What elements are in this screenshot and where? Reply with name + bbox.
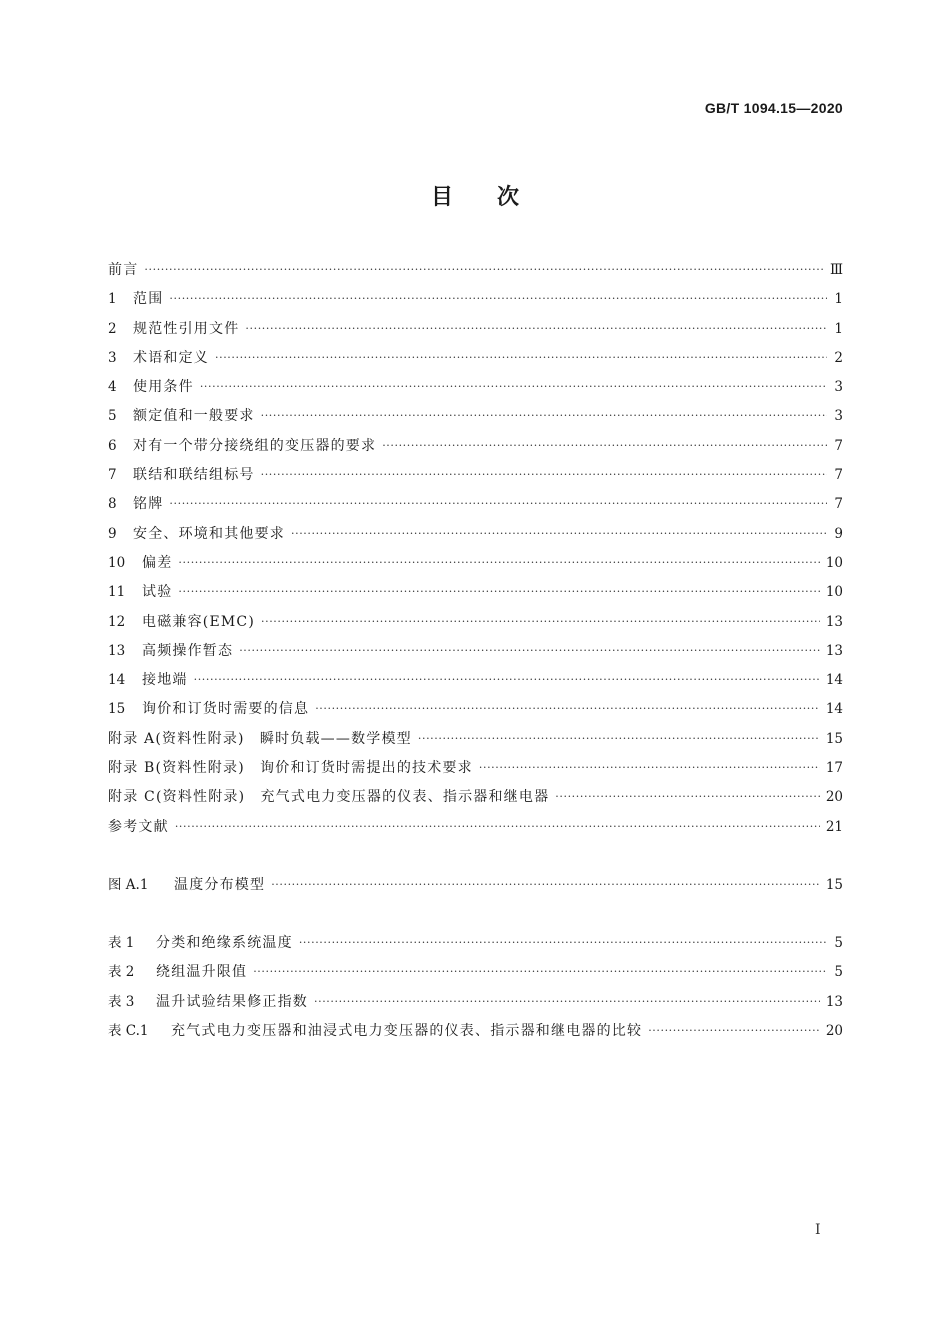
toc-entry-number: 8 — [108, 496, 117, 513]
toc-leader-dots — [178, 577, 819, 606]
toc-entry-label: 对有一个带分接绕组的变压器的要求 — [133, 437, 377, 454]
figure-entry-page: 15 — [825, 877, 843, 893]
toc-entry-number: 12 — [108, 613, 126, 630]
table-entry-label: 绕组温升限值 — [156, 964, 248, 981]
table-entry-page: 5 — [834, 964, 843, 981]
toc-entry-label: 规范性引用文件 — [133, 320, 240, 337]
toc-entry-label: 联结和联结组标号 — [133, 467, 255, 484]
toc-entry-label: 附录 A(资料性附录) 瞬时负载——数学模型 — [108, 730, 412, 747]
toc-entry-number: 4 — [108, 379, 117, 396]
toc-entry-page: 1 — [834, 291, 843, 308]
table-list — [108, 929, 843, 1046]
page-title: 目次 — [430, 185, 563, 210]
table-entry[interactable] — [108, 929, 843, 958]
toc-entry-number: 2 — [108, 320, 117, 337]
toc-entry-page: 21 — [825, 818, 843, 835]
toc-entry-label: 使用条件 — [133, 379, 194, 396]
toc-leader-dots — [315, 694, 820, 723]
figure-entry-number: 图 A.1 — [108, 877, 149, 893]
toc-leader-dots — [261, 607, 820, 636]
toc-entry-page: 14 — [825, 672, 843, 689]
toc-leader-dots — [261, 401, 827, 430]
table-entry-page: 13 — [825, 993, 843, 1010]
toc-entry-page: Ⅲ — [829, 262, 843, 278]
toc-leader-dots — [271, 870, 820, 899]
toc-list — [108, 256, 843, 842]
toc-entry-label: 偏差 — [142, 554, 173, 571]
table-entry-number: 表 C.1 — [108, 1022, 149, 1039]
toc-leader-dots — [200, 372, 827, 401]
toc-entry[interactable] — [108, 432, 843, 461]
toc-entry-page: 1 — [834, 320, 843, 337]
toc-entry-label: 术语和定义 — [133, 349, 209, 366]
toc-leader-dots — [261, 460, 827, 489]
toc-entry[interactable] — [108, 637, 843, 666]
toc-leader-dots — [648, 1016, 820, 1045]
toc-leader-dots — [194, 665, 820, 694]
table-entry-label: 温升试验结果修正指数 — [156, 993, 308, 1010]
toc-entry-label: 附录 B(资料性附录) 询价和订货时需提出的技术要求 — [108, 760, 473, 777]
toc-entry-page: 7 — [834, 437, 843, 454]
toc-entry-label: 接地端 — [142, 672, 188, 689]
toc-entry-label: 高频操作暂态 — [142, 642, 234, 659]
toc-entry-number: 15 — [108, 701, 126, 718]
toc-entry-number: 9 — [108, 525, 117, 542]
page-number: I — [815, 1222, 821, 1238]
figure-list — [108, 871, 843, 900]
toc-leader-dots — [245, 314, 827, 343]
toc-entry-label: 附录 C(资料性附录) 充气式电力变压器的仪表、指示器和继电器 — [108, 789, 550, 806]
toc-entry[interactable] — [108, 461, 843, 490]
toc-entry-page: 17 — [825, 760, 843, 777]
table-entry-number: 表 1 — [108, 935, 135, 951]
toc-entry-label: 前言 — [108, 262, 139, 278]
toc-entry-appendix-c[interactable] — [108, 783, 843, 812]
toc-leader-dots — [144, 255, 824, 284]
toc-entry[interactable] — [108, 666, 843, 695]
table-entry-label: 分类和绝缘系统温度 — [156, 935, 293, 951]
toc-entry-number: 14 — [108, 672, 126, 689]
toc-entry-page: 7 — [834, 467, 843, 484]
standard-code: GB/T 1094.15—2020 — [704, 100, 843, 116]
toc-entry-label: 范围 — [133, 291, 164, 308]
toc-entry-appendix-b[interactable] — [108, 754, 843, 783]
figure-entry[interactable] — [108, 871, 843, 900]
table-entry-page: 20 — [825, 1022, 843, 1039]
toc-entry[interactable] — [108, 608, 843, 637]
table-entry[interactable] — [108, 988, 843, 1017]
toc-entry[interactable] — [108, 373, 843, 402]
toc-entry-references[interactable] — [108, 813, 843, 842]
toc-entry[interactable] — [108, 549, 843, 578]
table-entry[interactable] — [108, 1017, 843, 1046]
toc-leader-dots — [479, 753, 820, 782]
toc-entry-appendix-a[interactable] — [108, 725, 843, 754]
toc-leader-dots — [291, 519, 827, 548]
toc-entry-page: 13 — [825, 642, 843, 659]
toc-entry-foreword[interactable] — [108, 256, 843, 285]
toc-leader-dots — [215, 343, 827, 372]
toc-entry-number: 6 — [108, 437, 117, 454]
toc-leader-dots — [175, 812, 820, 841]
toc-entry[interactable] — [108, 695, 843, 724]
toc-entry-label: 询价和订货时需要的信息 — [142, 701, 310, 718]
toc-entry-number: 13 — [108, 642, 126, 659]
toc-entry-page: 2 — [834, 349, 843, 366]
toc-entry-page: 10 — [825, 554, 843, 571]
toc-leader-dots — [314, 987, 820, 1016]
toc-entry-label: 试验 — [142, 584, 173, 601]
toc-leader-dots — [253, 957, 827, 986]
toc-entry-label: 参考文献 — [108, 818, 169, 835]
toc-entry-page: 14 — [825, 701, 843, 718]
toc-entry[interactable] — [108, 285, 843, 314]
toc-leader-dots — [239, 636, 820, 665]
table-entry-number: 表 3 — [108, 993, 135, 1010]
toc-entry[interactable] — [108, 402, 843, 431]
toc-entry-number: 11 — [108, 584, 126, 601]
toc-entry-label: 电磁兼容(EMC) — [142, 613, 255, 630]
toc-leader-dots — [382, 431, 827, 460]
toc-leader-dots — [169, 284, 827, 313]
toc-entry-number: 10 — [108, 554, 126, 571]
toc-entry-label: 额定值和一般要求 — [133, 408, 255, 425]
figure-entry-label: 温度分布模型 — [174, 877, 266, 893]
toc-entry-number: 3 — [108, 349, 117, 366]
toc-entry-label: 铭牌 — [133, 496, 164, 513]
toc-entry-label: 安全、环境和其他要求 — [133, 525, 285, 542]
toc-entry-page: 10 — [825, 584, 843, 601]
toc-leader-dots — [299, 928, 827, 957]
toc-leader-dots — [169, 489, 827, 518]
toc-entry[interactable] — [108, 344, 843, 373]
toc-entry-number: 5 — [108, 408, 117, 425]
toc-entry[interactable] — [108, 578, 843, 607]
toc-entry-page: 20 — [825, 789, 843, 806]
toc-leader-dots — [555, 782, 820, 811]
table-entry-page: 5 — [834, 935, 843, 951]
toc-entry-page: 9 — [834, 525, 843, 542]
table-entry-label: 充气式电力变压器和油浸式电力变压器的仪表、指示器和继电器的比较 — [171, 1022, 643, 1039]
toc-leader-dots — [418, 724, 820, 753]
toc-leader-dots — [178, 548, 819, 577]
toc-entry-page: 13 — [825, 613, 843, 630]
toc-entry-number: 1 — [108, 291, 117, 308]
table-entry[interactable] — [108, 958, 843, 987]
toc-entry-page: 15 — [825, 730, 843, 747]
toc-entry-page: 3 — [834, 379, 843, 396]
toc-entry[interactable] — [108, 520, 843, 549]
toc-entry-number: 7 — [108, 467, 117, 484]
toc-entry-page: 7 — [834, 496, 843, 513]
toc-entry[interactable] — [108, 490, 843, 519]
table-entry-number: 表 2 — [108, 964, 135, 981]
toc-entry-page: 3 — [834, 408, 843, 425]
toc-entry[interactable] — [108, 315, 843, 344]
